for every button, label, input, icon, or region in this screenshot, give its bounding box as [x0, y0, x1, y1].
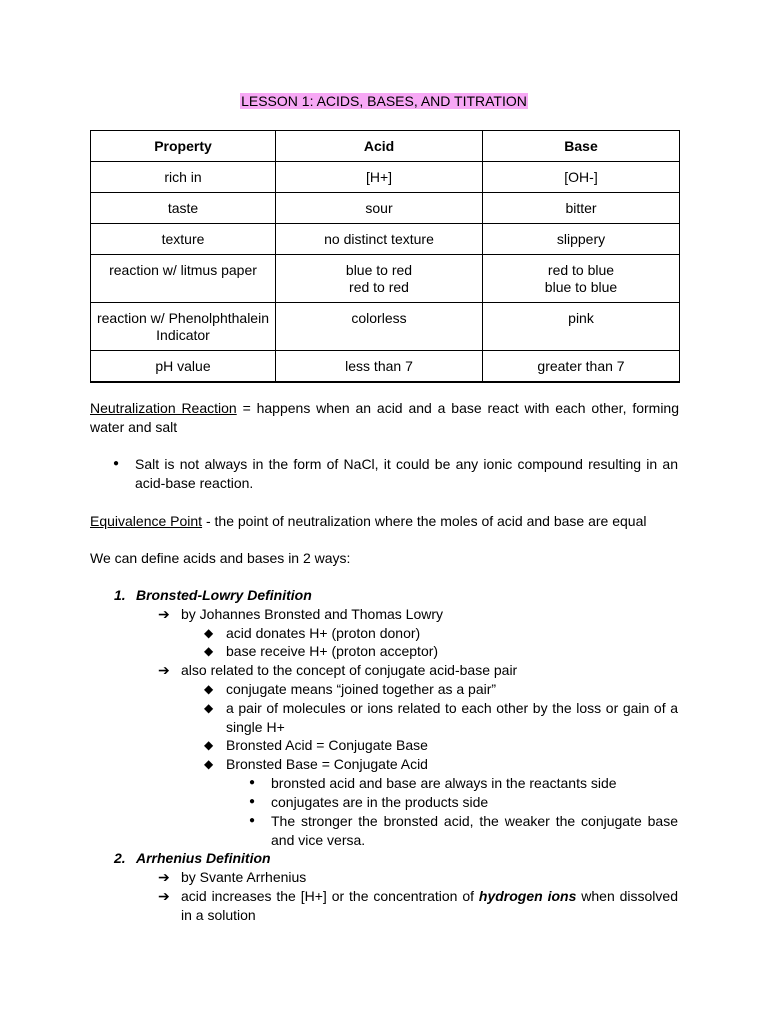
list-item: conjugates are in the products side	[271, 794, 489, 810]
list-item: acid donates H+ (proton donor)	[226, 625, 421, 641]
base-cell: slippery	[483, 224, 680, 255]
header-acid: Acid	[276, 131, 483, 162]
definition-number: 2.	[114, 850, 126, 866]
list-item: base receive H+ (proton acceptor)	[226, 643, 439, 659]
acid-cell: colorless	[276, 303, 483, 351]
arrow-marker: ➔	[158, 888, 170, 904]
acid-cell: no distinct texture	[276, 224, 483, 255]
base-cell: pink	[483, 303, 680, 351]
property-cell: pH value	[91, 351, 276, 383]
list-item: also related to the concept of conjugate acid-base pair	[181, 662, 518, 678]
diamond-marker: ◆	[204, 644, 214, 658]
define-intro: We can define acids and bases in 2 ways:	[90, 550, 351, 566]
list-item: Bronsted Base = Conjugate Acid	[226, 756, 428, 772]
table-row	[91, 162, 680, 193]
diamond-marker: ◆	[204, 757, 214, 771]
diamond-marker: ◆	[204, 738, 214, 752]
diamond-marker: ◆	[204, 682, 214, 696]
list-item: acid increases the [H+] or the concentration of hydrogen ions when dissolved in a solution	[181, 888, 678, 923]
property-cell: taste	[91, 193, 276, 224]
list-item: by Johannes Bronsted and Thomas Lowry	[181, 606, 444, 622]
definition-number: 1.	[114, 587, 126, 603]
table-header-row	[91, 131, 680, 162]
equivalence-paragraph	[90, 512, 679, 531]
arrow-marker: ➔	[158, 662, 170, 678]
salt-note: Salt is not always in the form of NaCl, it could be any ionic compound resulting in an acid-base reaction.	[135, 456, 678, 491]
acid-cell: less than 7	[276, 351, 483, 383]
list-item: by Svante Arrhenius	[181, 869, 307, 885]
property-cell: rich in	[91, 162, 276, 193]
header-property: Property	[91, 131, 276, 162]
neutralization-text: = happens when an acid and a base react with each other, forming water and salt	[90, 400, 679, 435]
definition-heading: Arrhenius Definition	[136, 850, 271, 866]
equivalence-term: Equivalence Point	[90, 513, 203, 529]
arrow-marker: ➔	[158, 606, 170, 622]
list-item: bronsted acid and base are always in the reactants side	[271, 775, 617, 791]
base-cell: [OH-]	[483, 162, 680, 193]
properties-table	[90, 130, 680, 383]
bullet-marker: ●	[249, 796, 256, 807]
bullet-marker: ●	[113, 458, 120, 469]
list-item: a pair of molecules or ions related to each other by the loss or gain of a single H+	[226, 700, 678, 735]
list-item: The stronger the bronsted acid, the weaker the conjugate base and vice versa.	[271, 813, 678, 848]
emphasized-term: hydrogen ions	[478, 888, 577, 904]
acid-cell: sour	[276, 193, 483, 224]
list-item: Bronsted Acid = Conjugate Base	[226, 737, 428, 753]
base-cell: red to blue blue to blue	[483, 255, 680, 303]
property-cell: texture	[91, 224, 276, 255]
definition-heading: Bronsted-Lowry Definition	[136, 587, 312, 603]
property-cell: reaction w/ Phenolphthalein Indicator	[91, 303, 276, 351]
property-cell: reaction w/ litmus paper	[91, 255, 276, 303]
table-row	[91, 224, 680, 255]
table-row	[91, 303, 680, 351]
table-row	[91, 351, 680, 383]
table-row	[91, 193, 680, 224]
neutralization-paragraph	[90, 399, 679, 436]
bullet-marker: ●	[249, 815, 256, 826]
list-item: conjugate means “joined together as a pair”	[226, 681, 497, 697]
diamond-marker: ◆	[204, 626, 214, 640]
acid-cell: blue to red red to red	[276, 255, 483, 303]
neutralization-term: Neutralization Reaction	[90, 400, 237, 416]
base-cell: bitter	[483, 193, 680, 224]
acid-cell: [H+]	[276, 162, 483, 193]
lesson-title: LESSON 1: ACIDS, BASES, AND TITRATION	[241, 93, 527, 109]
equivalence-text: - the point of neutralization where the moles of acid and base are equal	[202, 513, 647, 529]
diamond-marker: ◆	[204, 701, 214, 715]
base-cell: greater than 7	[483, 351, 680, 383]
arrow-marker: ➔	[158, 869, 170, 885]
table-row	[91, 255, 680, 303]
header-base: Base	[483, 131, 680, 162]
bullet-marker: ●	[249, 777, 256, 788]
